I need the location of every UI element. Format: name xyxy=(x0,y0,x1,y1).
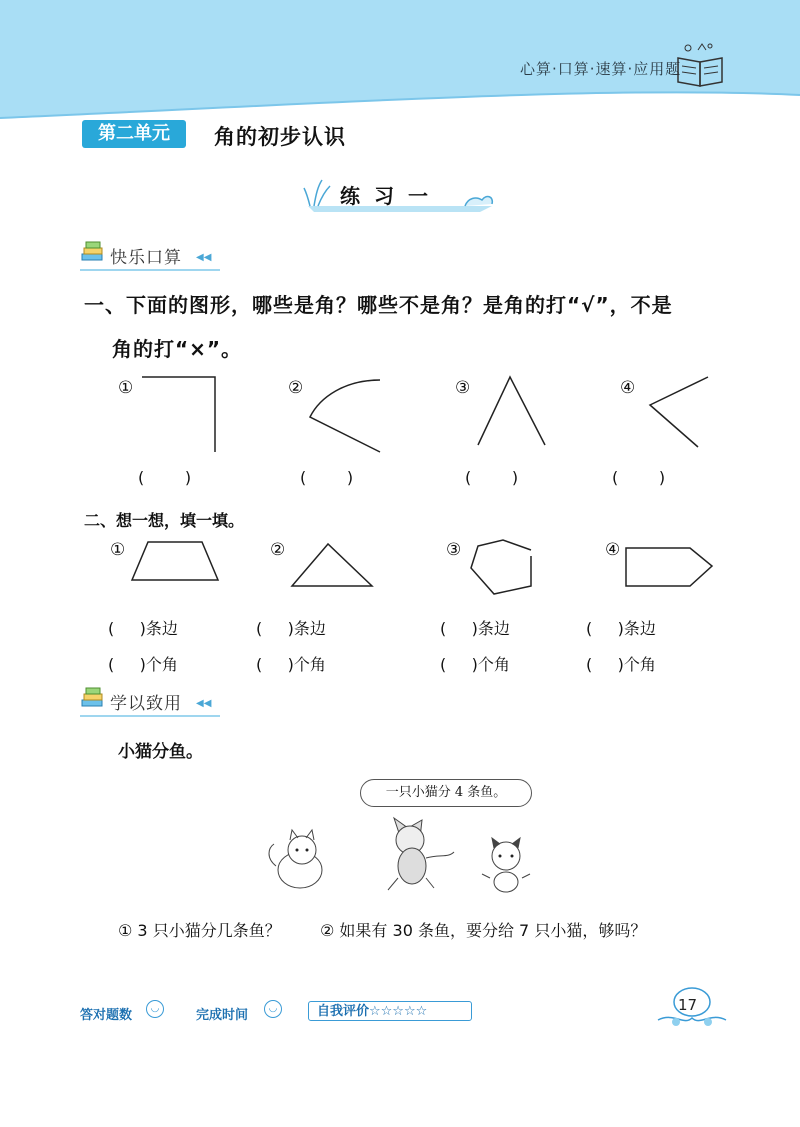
q1-figures xyxy=(130,372,730,457)
section-underline xyxy=(80,268,220,272)
answer-blank[interactable]: ( ) xyxy=(612,468,666,487)
footer-finish-time: 完成时间 xyxy=(196,1008,249,1023)
section-apply: 学以致用 xyxy=(110,694,182,714)
speech-bubble: 一只小猫分 4 条鱼。 xyxy=(360,779,532,807)
cat-right-icon xyxy=(482,838,530,892)
triangle-shape xyxy=(292,544,372,586)
unit-title: 角的初步认识 xyxy=(214,125,346,149)
answer-blank[interactable]: ( ) xyxy=(300,468,354,487)
edges-blank[interactable]: ( )条边 xyxy=(256,619,326,638)
figure-number: ④ xyxy=(620,378,636,398)
footer-correct-count: 答对题数 xyxy=(80,1008,133,1023)
answer-blank[interactable]: ( ) xyxy=(465,468,519,487)
section-oral: 快乐口算 xyxy=(110,248,182,268)
figure-3-shape xyxy=(478,377,545,445)
self-evaluation[interactable]: 自我评价☆☆☆☆☆ xyxy=(308,1001,472,1021)
shape-number: ② xyxy=(270,540,286,560)
question-1-text-cont: 角的打“×”。 xyxy=(112,337,243,361)
edges-blank[interactable]: ( )条边 xyxy=(440,619,510,638)
shape-number: ① xyxy=(110,540,126,560)
header-subjects: 心算·口算·速算·应用题 xyxy=(520,60,682,78)
figure-1-shape xyxy=(142,377,215,452)
angles-blank[interactable]: ( )个角 xyxy=(440,655,510,674)
figure-number: ① xyxy=(118,378,134,398)
angles-blank[interactable]: ( )个角 xyxy=(108,655,178,674)
page-number: 17 xyxy=(678,996,698,1014)
edges-blank[interactable]: ( )条边 xyxy=(108,619,178,638)
figure-2-shape xyxy=(310,380,380,452)
edges-blank[interactable]: ( )条边 xyxy=(586,619,656,638)
cat-middle-icon xyxy=(388,818,454,890)
books-icon xyxy=(80,240,108,268)
angles-blank[interactable]: ( )个角 xyxy=(586,655,656,674)
question-1-text: 一、下面的图形，哪些是角？哪些不是角？是角的打“√”，不是 xyxy=(84,293,673,317)
cat-left-icon xyxy=(269,830,322,888)
smiley-icon: ◡ xyxy=(264,1000,282,1018)
question-3-title: 小猫分鱼。 xyxy=(118,742,203,762)
hexagon-shape xyxy=(471,540,531,594)
shape-number: ④ xyxy=(605,540,621,560)
figure-number: ② xyxy=(288,378,304,398)
book-icon xyxy=(674,40,730,90)
sub-question-1: ① 3 只小猫分几条鱼？ xyxy=(118,921,281,940)
practice-title: 练习一 xyxy=(340,184,442,208)
angles-blank[interactable]: ( )个角 xyxy=(256,655,326,674)
sub-question-2: ② 如果有 30 条鱼，要分给 7 只小猫，够吗？ xyxy=(320,921,647,940)
section-arrows-icon: ◀◀ xyxy=(196,698,212,709)
unit-badge: 第二单元 xyxy=(82,120,186,148)
cats-illustration xyxy=(262,808,542,900)
smiley-icon: ◡ xyxy=(146,1000,164,1018)
books-icon xyxy=(80,686,108,714)
trapezoid-shape xyxy=(132,542,218,580)
shape-number: ③ xyxy=(446,540,462,560)
question-2-text: 二、想一想，填一填。 xyxy=(84,511,245,530)
section-arrows-icon: ◀◀ xyxy=(196,252,212,263)
section-underline xyxy=(80,714,220,718)
q2-shapes xyxy=(120,536,720,596)
figure-4-shape xyxy=(650,377,708,447)
figure-number: ③ xyxy=(455,378,471,398)
answer-blank[interactable]: ( ) xyxy=(138,468,192,487)
pentagon-shape xyxy=(626,548,712,586)
